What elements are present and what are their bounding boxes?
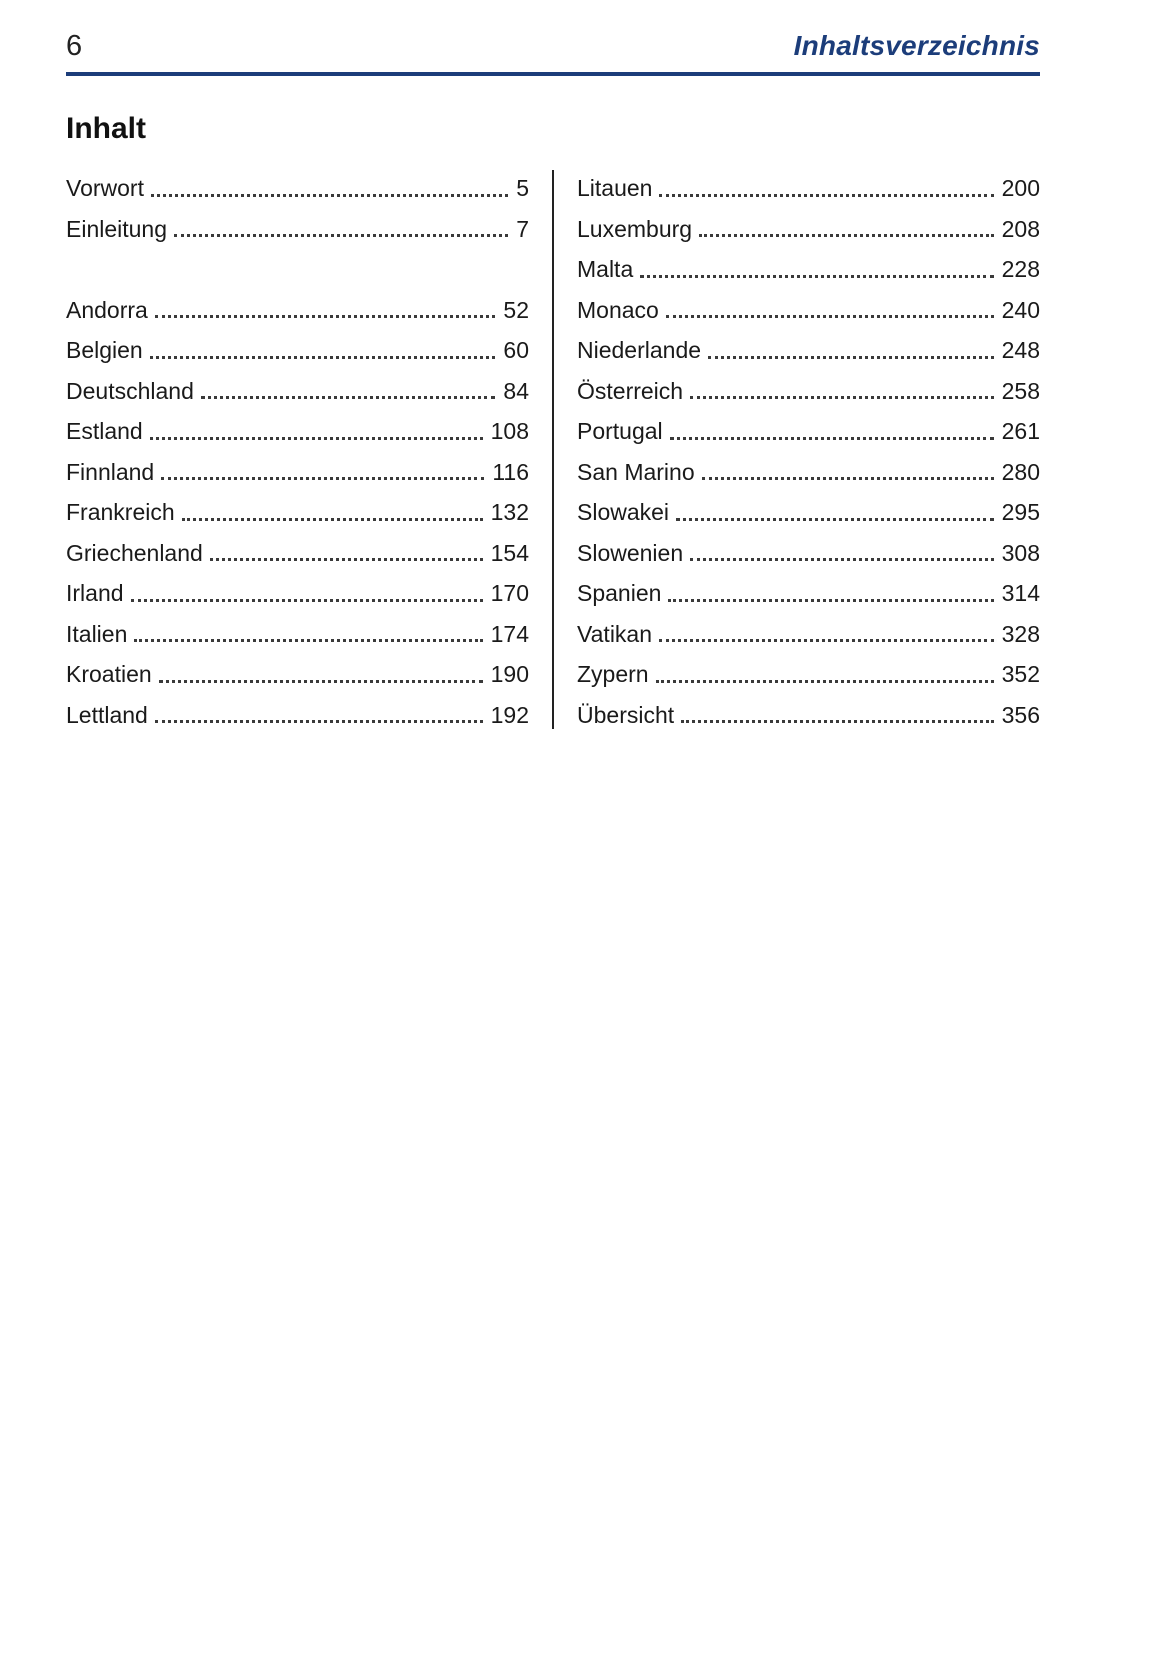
toc-entry-title: Österreich [577,377,684,404]
toc-entry-title: Luxemburg [577,215,693,242]
toc-entry-page: 7 [516,215,529,242]
page-header [66,30,1040,63]
toc-entry [66,654,529,695]
toc-entry-title: Monaco [577,296,659,323]
toc-entry-page: 170 [490,580,529,606]
toc-group [577,168,1040,735]
toc-entry-title: Lettland [66,701,148,728]
toc-entry-title: Deutschland [66,377,194,404]
toc-entry [66,614,529,655]
toc-entry-title: Vorwort [66,175,144,201]
toc-entry [66,695,529,736]
dot-leader [131,599,483,602]
toc-entry-page: 314 [1001,580,1040,606]
toc-entry [577,290,1040,331]
toc-entry [66,290,529,331]
toc-group [66,168,529,249]
dot-leader [155,315,496,318]
dot-leader [155,720,483,723]
toc-entry-page: 200 [1001,175,1040,201]
toc-entry-page: 295 [1001,499,1040,525]
toc-entry-page: 328 [1001,620,1040,647]
toc-entry [66,452,529,493]
toc-entry-title: Spanien [577,580,662,606]
toc-entry-title: Niederlande [577,337,702,363]
toc-column-right [577,168,1040,735]
header-rule [66,72,1040,76]
toc-entry [577,654,1040,695]
column-divider [552,170,554,729]
toc-entry [66,533,529,574]
dot-leader [150,356,496,359]
toc-entry-page: 356 [1001,701,1040,728]
toc-entry-title: San Marino [577,458,695,485]
toc-entry [66,573,529,614]
toc-entry-title: Malta [577,256,634,282]
dot-leader [668,599,993,602]
dot-leader [201,396,496,399]
dot-leader [676,518,994,521]
toc-entry [577,573,1040,614]
toc-entry-page: 240 [1001,296,1040,323]
toc-entry-title: Vatikan [577,620,653,647]
section-title: Inhalt [66,112,146,145]
toc-entry [577,371,1040,412]
dot-leader [151,194,508,197]
toc-entry-page: 352 [1001,661,1040,687]
dot-leader [702,477,994,480]
toc-entry-page: 280 [1001,458,1040,485]
toc-entry-page: 190 [490,661,529,687]
dot-leader [150,437,483,440]
toc-entry [66,209,529,250]
toc-entry [577,614,1040,655]
toc-entry-page: 108 [490,418,529,444]
toc-entry-page: 116 [492,458,529,485]
dot-leader [659,639,994,642]
toc-entry-page: 228 [1001,256,1040,282]
toc-entry [577,249,1040,290]
dot-leader [159,680,483,683]
toc-entry [577,533,1040,574]
toc-column-left [66,168,529,735]
toc-entry-page: 52 [503,296,529,323]
dot-leader [659,194,993,197]
toc-entry [66,411,529,452]
toc-entry [577,330,1040,371]
dot-leader [708,356,994,359]
toc-entry-title: Kroatien [66,661,152,687]
toc-entry-title: Einleitung [66,215,168,242]
toc-entry [577,492,1040,533]
toc-entry-page: 174 [490,620,529,647]
toc-entry-page: 192 [490,701,529,728]
toc-entry-title: Griechenland [66,539,203,566]
dot-leader [161,477,484,480]
toc-entry-page: 60 [503,337,529,363]
toc-entry-title: Irland [66,580,124,606]
dot-leader [640,275,993,278]
toc-entry-page: 258 [1001,377,1040,404]
dot-leader [670,437,994,440]
dot-leader [210,558,483,561]
dot-leader [690,558,993,561]
toc-entry-title: Slowakei [577,499,670,525]
toc-entry [66,371,529,412]
toc-group [66,290,529,736]
dot-leader [699,234,994,237]
running-head: Inhaltsverzeichnis [793,30,1040,61]
dot-leader [134,639,482,642]
toc-entry-title: Zypern [577,661,649,687]
toc-entry [577,168,1040,209]
toc-entry-title: Übersicht [577,701,675,728]
toc-entry-title: Estland [66,418,143,444]
toc-entry-title: Slowenien [577,539,684,566]
toc-entry [577,695,1040,736]
toc-entry-title: Portugal [577,418,663,444]
toc-entry [577,209,1040,250]
dot-leader [182,518,483,521]
dot-leader [174,234,508,237]
toc-entry-title: Frankreich [66,499,175,525]
dot-leader [656,680,994,683]
toc-entry-page: 248 [1001,337,1040,363]
toc-entry [66,492,529,533]
toc-entry-title: Litauen [577,175,653,201]
dot-leader [690,396,994,399]
toc-entry-page: 5 [516,175,529,201]
toc-entry-page: 154 [490,539,529,566]
toc-entry-title: Finnland [66,458,155,485]
toc-entry [66,168,529,209]
toc-entry [577,411,1040,452]
toc-entry-title: Andorra [66,296,148,323]
toc-entry-page: 208 [1001,215,1040,242]
toc [66,168,1040,735]
toc-entry-page: 132 [490,499,529,525]
toc-entry-page: 84 [503,377,529,404]
dot-leader [681,720,993,723]
toc-entry-page: 308 [1001,539,1040,566]
toc-entry-page: 261 [1001,418,1040,444]
dot-leader [666,315,994,318]
folio-page-number: 6 [66,30,83,62]
toc-entry-title: Italien [66,620,128,647]
toc-entry [66,330,529,371]
toc-entry [577,452,1040,493]
toc-entry-title: Belgien [66,337,143,363]
